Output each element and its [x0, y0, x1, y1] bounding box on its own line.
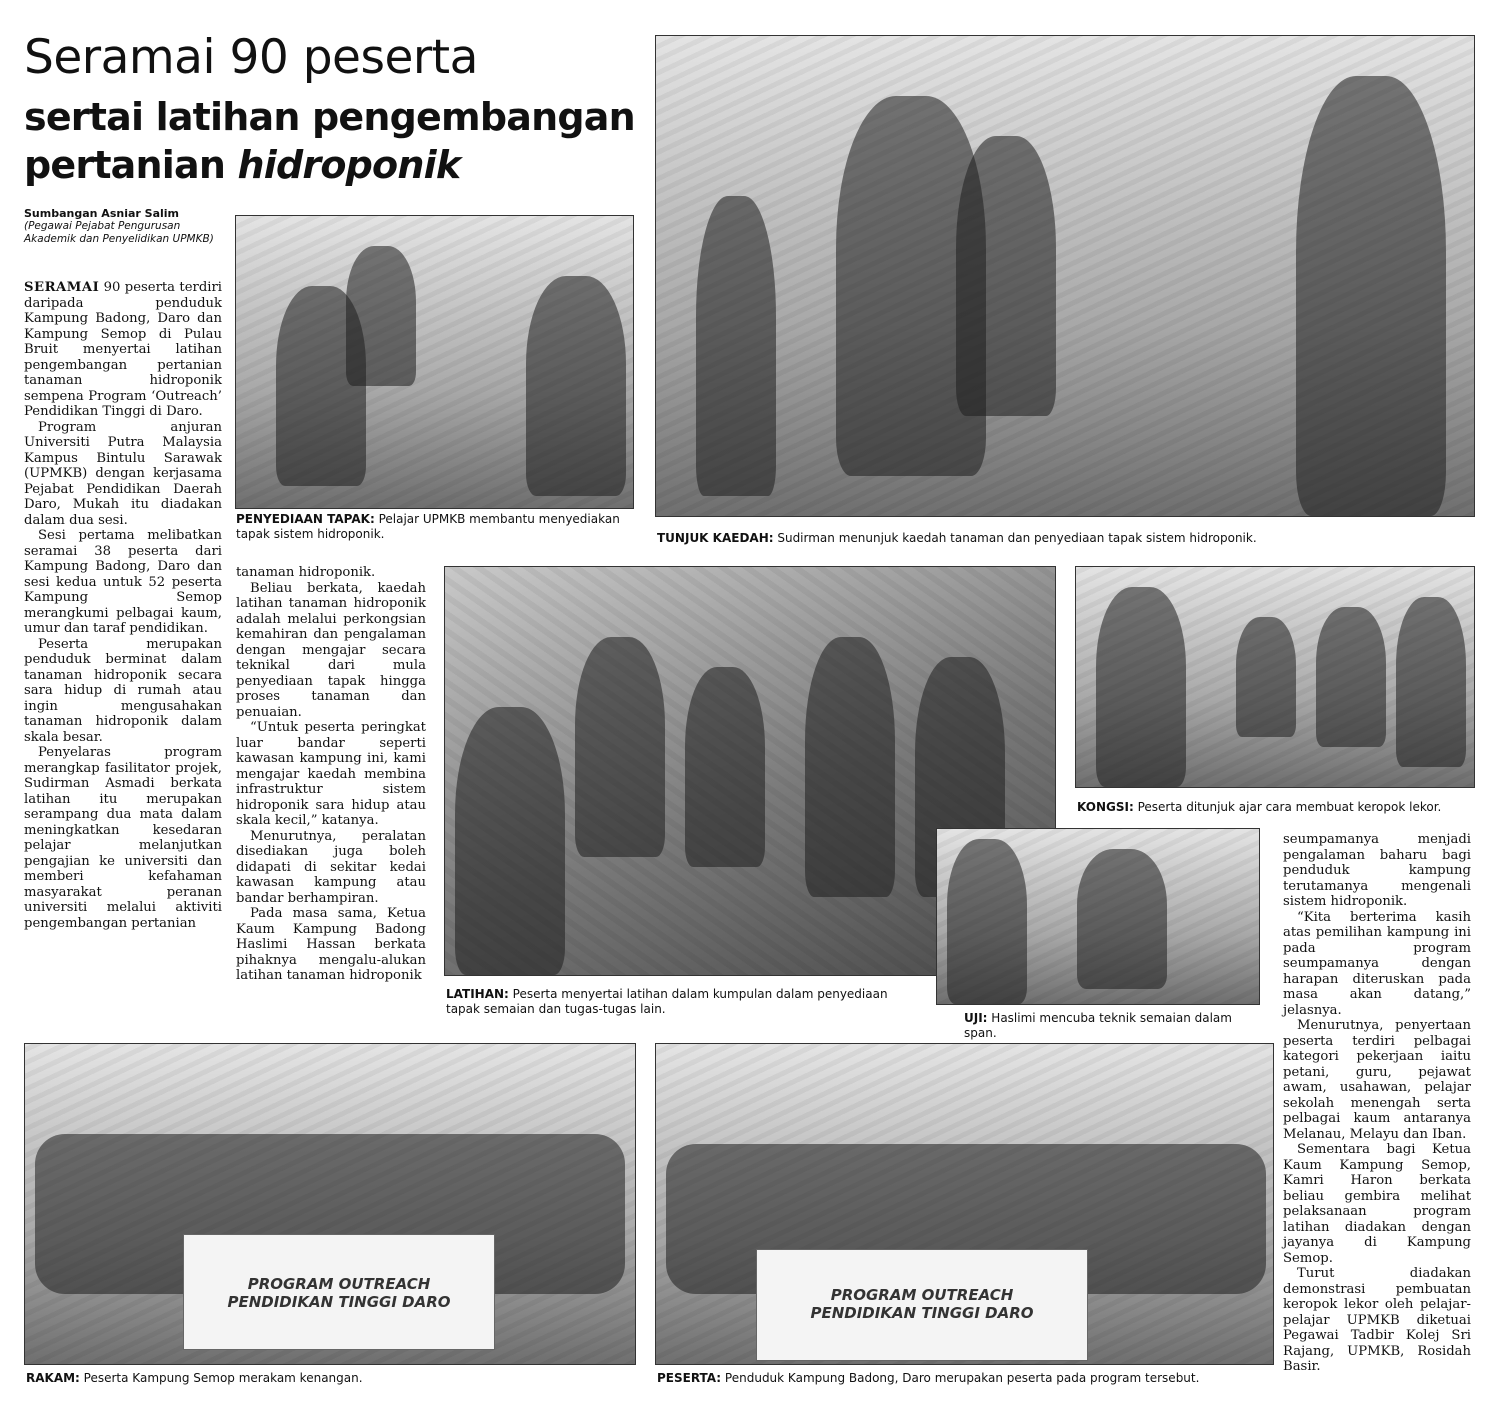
paragraph: Sementara bagi Ketua Kaum Kampung Semop, Kamri Haron berkata beliau gembira melihat pelaksanaan program latihan diadakan dengan jayanya di Kampung Semop.: [1283, 1142, 1471, 1266]
caption-latihan: LATIHAN: Peserta menyertai latihan dalam kumpulan dalam penyediaan tapak semaian dan tugas-tugas lain.: [446, 987, 888, 1016]
paragraph: Program anjuran Universiti Putra Malaysia Kampus Bintulu Sarawak (UPMKB) dengan kerjasama Pejabat Pendidikan Daerah Daro, Mukah itu diadakan dalam dua sesi.: [24, 419, 222, 528]
photo-peserta: [655, 1043, 1274, 1365]
banner-peserta: PROGRAM OUTREACH PENDIDIKAN TINGGI DARO: [756, 1249, 1088, 1361]
paragraph: Turut diadakan demonstrasi pembuatan keropok lekor oleh pelajar-pelajar UPMKB diketuai Pegawai Tadbir Kolej Sri Rajang, UPMKB, Rosidah Basir.: [1283, 1266, 1471, 1374]
paragraph: Penyelaras program merangkap fasilitator projek, Sudirman Asmadi berkata latihan itu merupakan serampang dua mata dalam meningkatkan kesedaran pelajar melanjutkan pengajian ke universiti dan memberi kefahaman masyarakat peranan universiti melalui aktiviti pengembangan pertanian: [24, 745, 222, 931]
paragraph: Menurutnya, penyertaan peserta terdiri pelbagai kategori pekerjaan iaitu petani, guru, pejawat awam, usahawan, pelajar sekolah menengah serta pelbagai kaum antaranya Melanau, Melayu dan Iban.: [1283, 1018, 1471, 1142]
photo-penyediaan-tapak: [235, 215, 634, 509]
paragraph: SERAMAI 90 peserta terdiri daripada penduduk Kampung Badong, Daro dan Kampung Semop di Pulau Bruit menyertai latihan pengembangan pertanian tanaman hidroponik sempena Program ‘Outreach’ Pendidikan Tinggi di Daro.: [24, 280, 222, 419]
paragraph: Pada masa sama, Ketua Kaum Kampung Badong Haslimi Hassan berkata pihaknya mengalu-alukan latihan tanaman hidroponik: [236, 906, 426, 983]
headline-line3a: pertanian: [24, 143, 238, 187]
headline-line2: sertai latihan pengembangan: [24, 95, 635, 139]
banner-rakam: PROGRAM OUTREACH PENDIDIKAN TINGGI DARO: [183, 1234, 495, 1350]
photo-uji: [936, 828, 1260, 1005]
article-column-2: [236, 565, 426, 984]
caption-penyediaan-tapak: PENYEDIAAN TAPAK: Pelajar UPMKB membantu menyediakan tapak sistem hidroponik.: [236, 512, 620, 541]
photo-rakam: [24, 1043, 636, 1365]
paragraph: Peserta merupakan penduduk berminat dalam tanaman hidroponik secara sara hidup di rumah atau ingin mengusahakan tanaman hidroponik dalam skala besar.: [24, 636, 222, 745]
photo-tunjuk-kaedah: [655, 35, 1475, 517]
headline-line3b: hidroponik: [237, 143, 461, 187]
paragraph: “Kita berterima kasih atas pemilihan kampung ini pada program seumpamanya dengan harapan diteruskan pada masa akan datang,” jelasnya.: [1283, 909, 1471, 1018]
caption-peserta: PESERTA: Penduduk Kampung Badong, Daro merupakan peserta pada program tersebut.: [657, 1371, 1200, 1385]
headline-line3: [24, 142, 460, 188]
caption-rakam: RAKAM: Peserta Kampung Semop merakam kenangan.: [26, 1371, 363, 1385]
caption-uji: UJI: Haslimi mencuba teknik semaian dalam span.: [964, 1011, 1232, 1040]
photo-kongsi: [1075, 566, 1475, 788]
byline-role: (Pegawai Pejabat Pengurusan Akademik dan Penyelidikan UPMKB): [24, 220, 214, 245]
byline-author: Sumbangan Asniar Salim: [24, 207, 179, 220]
paragraph: seumpamanya menjadi pengalaman baharu bagi penduduk kampung terutamanya mengenali sistem hidroponik.: [1283, 832, 1471, 909]
paragraph: “Untuk peserta peringkat luar bandar seperti kawasan kampung ini, kami mengajar kaedah membina infrastruktur sistem hidroponik sara hidup atau skala kecil,” katanya.: [236, 720, 426, 828]
lead-word: SERAMAI: [24, 280, 100, 295]
article-column-1: [24, 280, 222, 931]
article-column-3: [1283, 832, 1471, 1375]
headline-line1: Seramai 90 peserta: [24, 30, 478, 85]
caption-tunjuk-kaedah: TUNJUK KAEDAH: Sudirman menunjuk kaedah tanaman dan penyediaan tapak sistem hidroponik.: [657, 531, 1257, 545]
byline: [24, 207, 229, 246]
paragraph: Beliau berkata, kaedah latihan tanaman hidroponik adalah melalui perkongsian kemahiran dan pengalaman dengan mengajar secara teknikal dari mula penyediaan tapak hingga proses tanaman dan penuaian.: [236, 580, 426, 720]
paragraph: Sesi pertama melibatkan seramai 38 peserta dari Kampung Badong, Daro dan sesi kedua untuk 52 peserta Kampung Semop merangkumi pelbagai kaum, umur dan taraf pendidikan.: [24, 528, 222, 636]
caption-kongsi: KONGSI: Peserta ditunjuk ajar cara membuat keropok lekor.: [1077, 800, 1442, 814]
paragraph: tanaman hidroponik.: [236, 565, 376, 580]
paragraph: Menurutnya, peralatan disediakan juga boleh didapati di sekitar kedai kawasan kampung atau bandar berhampiran.: [236, 828, 426, 906]
